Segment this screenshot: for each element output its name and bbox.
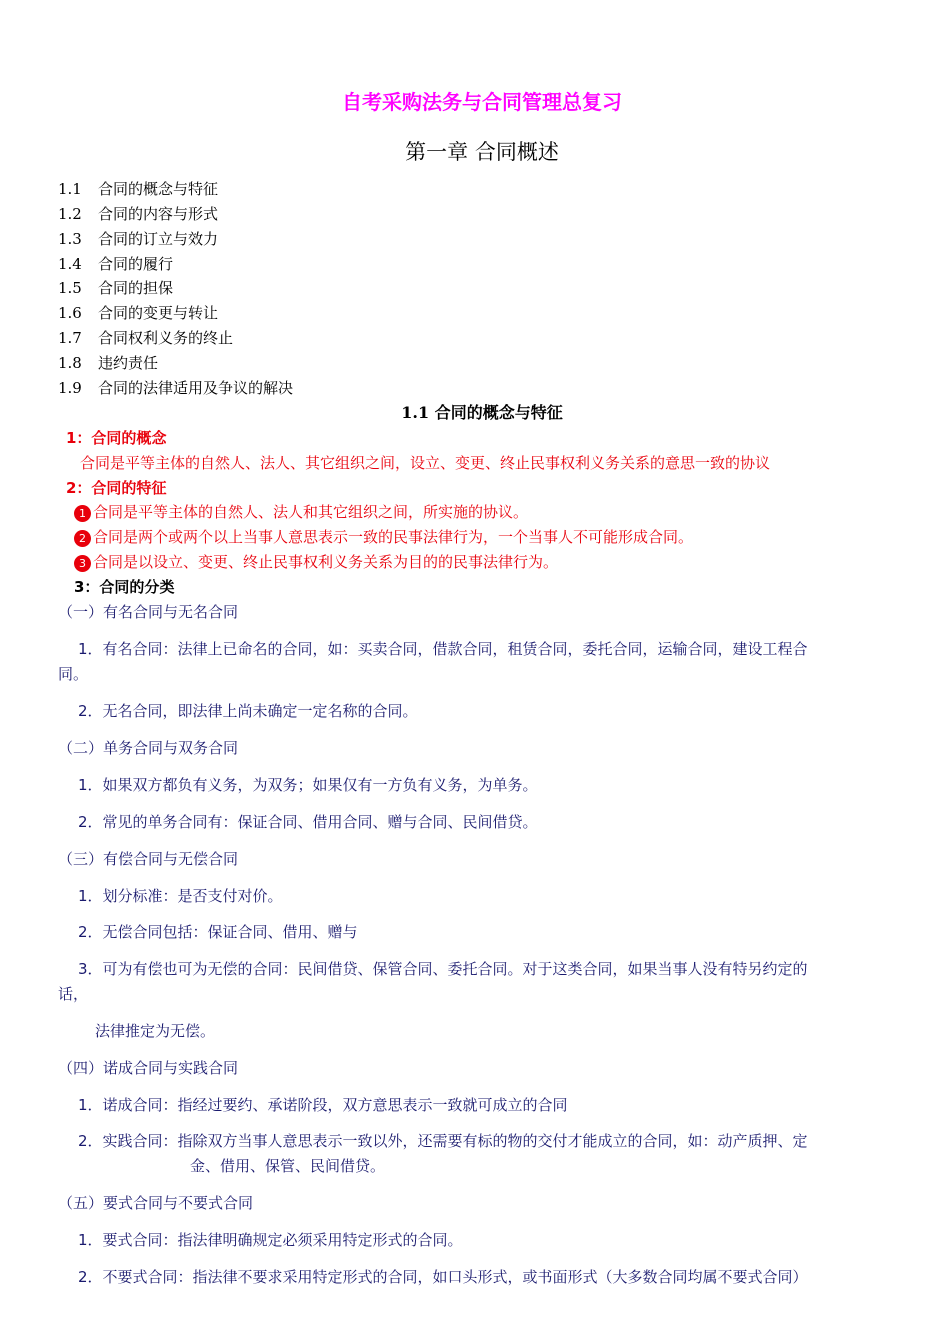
- group-title: （一）有名合同与无名合同: [58, 603, 239, 621]
- toc-item: 1.5 合同的担保: [58, 279, 174, 297]
- group-title: （四）诺成合同与实践合同: [58, 1059, 239, 1077]
- list-item: 2．无偿合同包括：保证合同、借用、赠与: [78, 923, 358, 941]
- features-heading: 2：合同的特征: [66, 479, 167, 497]
- list-item: 1．诺成合同：指经过要约、承诺阶段，双方意思表示一致就可成立的合同: [78, 1096, 568, 1114]
- list-item-continuation: 法律推定为无偿。: [95, 1022, 216, 1040]
- list-item: 3．可为有偿也可为无偿的合同：民间借贷、保管合同、委托合同。对于这类合同，如果当事人没有特另约定的: [78, 960, 808, 978]
- classification-heading: 3：合同的分类: [74, 578, 175, 596]
- toc-item: 1.2 合同的内容与形式: [58, 205, 219, 223]
- section-title: 1.1 合同的概念与特征: [401, 403, 563, 422]
- toc-item: 1.8 违约责任: [58, 354, 159, 372]
- feature-item: 1 合同是平等主体的自然人、法人和其它组织之间，所实施的协议。: [74, 501, 528, 522]
- group-title: （三）有偿合同与无偿合同: [58, 850, 239, 868]
- list-item: 2．常见的单务合同有：保证合同、借用合同、赠与合同、民间借贷。: [78, 813, 538, 831]
- concept-heading: 1：合同的概念: [66, 429, 167, 447]
- list-item-continuation: 金、借用、保管、民间借贷。: [190, 1157, 386, 1175]
- toc-item: 1.1 合同的概念与特征: [58, 180, 219, 198]
- list-item-continuation: 同。: [58, 665, 89, 683]
- chapter-heading: 第一章 合同概述: [405, 140, 559, 164]
- toc-item: 1.7 合同权利义务的终止: [58, 329, 234, 347]
- list-item: 1．划分标准：是否支付对价。: [78, 887, 283, 905]
- document-title: 自考采购法务与合同管理总复习: [342, 90, 622, 114]
- group-title: （二）单务合同与双务合同: [58, 739, 239, 757]
- list-item: 2．实践合同：指除双方当事人意思表示一致以外，还需要有标的物的交付才能成立的合同，如：动产质押、定: [78, 1132, 808, 1150]
- list-item-continuation: 话，: [58, 985, 89, 1003]
- toc-item: 1.3 合同的订立与效力: [58, 230, 219, 248]
- toc-item: 1.9 合同的法律适用及争议的解决: [58, 379, 294, 397]
- toc-item: 1.4 合同的履行: [58, 255, 174, 273]
- toc-item: 1.6 合同的变更与转让: [58, 304, 219, 322]
- group-title: （五）要式合同与不要式合同: [58, 1194, 254, 1212]
- feature-item: 3 合同是以设立、变更、终止民事权利义务关系为目的的民事法律行为。: [74, 551, 558, 572]
- list-item: 1．要式合同：指法律明确规定必须采用特定形式的合同。: [78, 1231, 463, 1249]
- list-item: 1．有名合同：法律上已命名的合同，如：买卖合同，借款合同，租赁合同，委托合同，运输合同，建设工程合: [78, 640, 808, 658]
- list-item: 2．不要式合同：指法律不要求采用特定形式的合同，如口头形式，或书面形式（大多数合同均属不要式合同）: [78, 1268, 808, 1286]
- concept-text: 合同是平等主体的自然人、法人、其它组织之间，设立、变更、终止民事权利义务关系的意思一致的协议: [80, 454, 771, 472]
- feature-item: 2 合同是两个或两个以上当事人意思表示一致的民事法律行为，一个当事人不可能形成合同。: [74, 526, 693, 547]
- list-item: 1．如果双方都负有义务，为双务；如果仅有一方负有义务，为单务。: [78, 776, 538, 794]
- list-item: 2．无名合同，即法律上尚未确定一定名称的合同。: [78, 702, 418, 720]
